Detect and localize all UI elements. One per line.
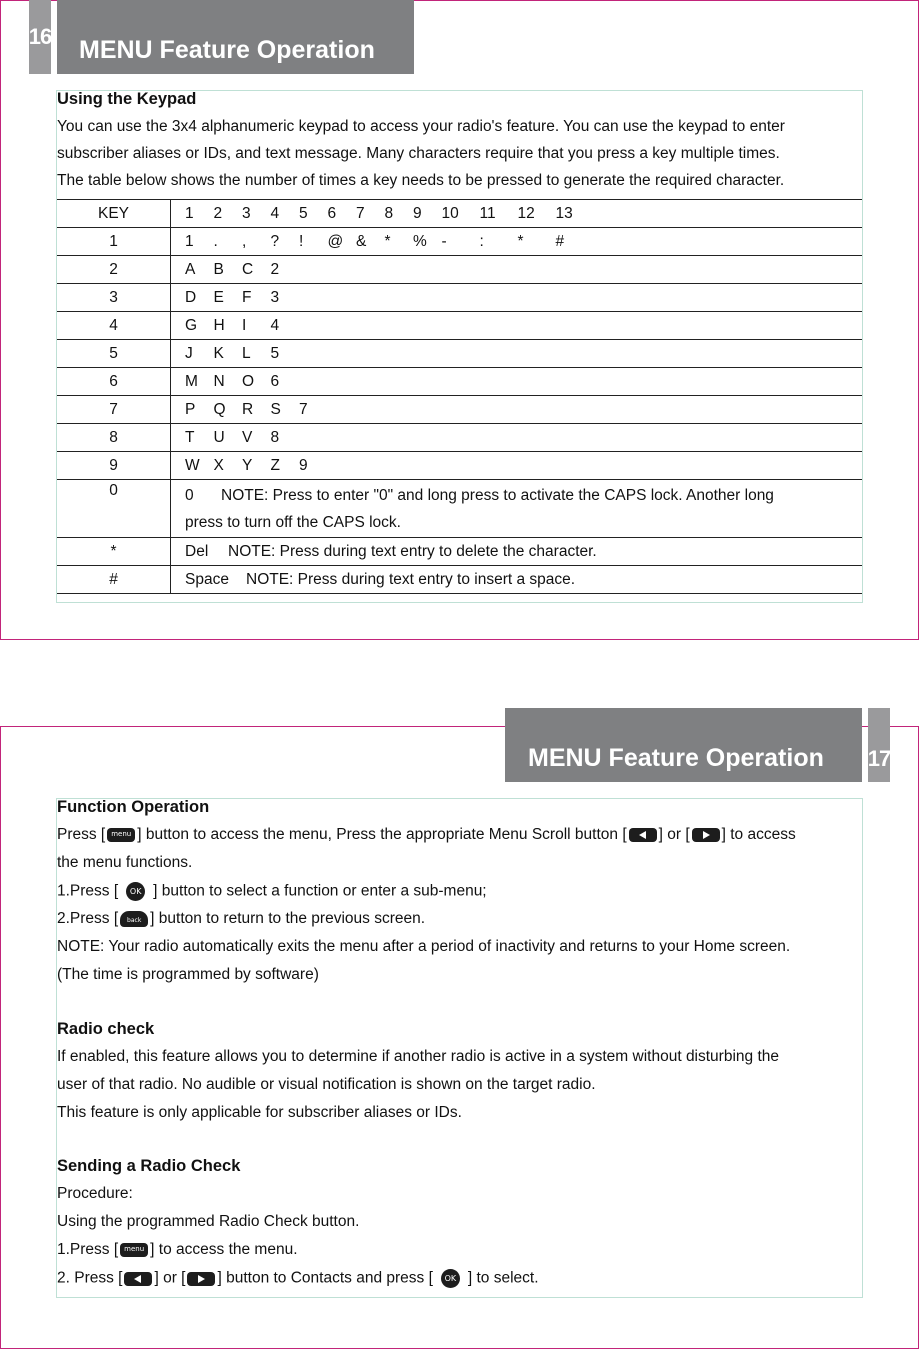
note-line: [185, 482, 862, 509]
menu-button-icon: [120, 1243, 148, 1257]
char: I: [242, 316, 247, 334]
key-cell: #: [57, 566, 171, 594]
press-count: 1: [185, 204, 194, 222]
char: #: [555, 232, 565, 250]
table-row-star: [57, 538, 862, 566]
char: N: [213, 372, 225, 390]
char: 1: [185, 232, 194, 250]
char: 3: [270, 288, 280, 306]
text: ] to select.: [467, 1269, 539, 1287]
table-row: [57, 424, 862, 452]
char: &: [356, 232, 367, 250]
press-count: 11: [479, 204, 496, 222]
function-note: NOTE: Your radio automatically exits the menu after a period of inactivity and returns to your Home screen.: [57, 938, 791, 955]
text: ] to access the menu.: [150, 1241, 298, 1258]
text: ] or [: [658, 826, 690, 843]
radio-check-line: If enabled, this feature allows you to determine if another radio is active in a system without disturbing the: [57, 1048, 779, 1065]
keypad-paragraph-line: The table below shows the number of times a key needs to be pressed to generate the required character.: [57, 172, 785, 189]
key-cell: *: [57, 538, 171, 566]
press-count: 13: [555, 204, 573, 222]
ok-button-icon: [126, 882, 145, 901]
char: !: [299, 232, 304, 250]
text: ] button to select a function or enter a sub-menu;: [153, 882, 487, 900]
chars-cell: [171, 480, 863, 538]
text: ] button to Contacts and press [: [217, 1269, 433, 1287]
page-17-title: MENU Feature Operation: [505, 708, 862, 782]
keypad-paragraph-line: You can use the 3x4 alphanumeric keypad to access your radio's feature. You can use the keypad to enter: [57, 118, 785, 135]
char: S: [270, 400, 281, 418]
char: @: [327, 232, 344, 250]
char: 9: [299, 456, 308, 474]
char: A: [185, 260, 196, 278]
radio-check-heading: Radio check: [57, 1020, 155, 1038]
press-count: 7: [356, 204, 365, 222]
menu-button-icon: [107, 828, 135, 842]
scroll-right-button-icon: [187, 1272, 215, 1286]
table-row: [57, 284, 862, 312]
press-count: 5: [299, 204, 308, 222]
chars-cell: [171, 284, 863, 312]
char: 2: [270, 260, 280, 278]
table-row: [57, 340, 862, 368]
text: Press [: [57, 826, 106, 843]
key-cell: 1: [57, 228, 171, 256]
table-row: [57, 396, 862, 424]
press-count: 6: [327, 204, 337, 222]
function-line-2: the menu functions.: [57, 854, 193, 871]
char: D: [185, 288, 197, 306]
char: C: [242, 260, 254, 278]
text: 2.Press [: [57, 910, 119, 927]
char: L: [242, 344, 251, 362]
chars-cell: [171, 256, 863, 284]
char: Y: [242, 456, 253, 474]
radio-check-line: This feature is only applicable for subscriber aliases or IDs.: [57, 1104, 462, 1121]
page-number-17: 17: [868, 708, 890, 782]
note-text: NOTE: Press during text entry to delete the character.: [228, 542, 597, 560]
chars-cell: [171, 566, 863, 594]
char: H: [213, 316, 225, 334]
char: P: [185, 400, 196, 418]
function-note-2: (The time is programmed by software): [57, 966, 319, 983]
press-count: 4: [270, 204, 280, 222]
scroll-left-button-icon: [629, 828, 657, 842]
char: 6: [270, 372, 280, 390]
press-count-header: [171, 200, 863, 228]
chars-cell: [171, 340, 863, 368]
char: Space: [185, 570, 229, 588]
text: 1.Press [: [57, 1241, 119, 1258]
char: 0: [185, 487, 194, 504]
keypad-paragraph-line: subscriber aliases or IDs, and text message. Many characters require that you press a key multiple times.: [57, 145, 780, 162]
chars-cell: [171, 424, 863, 452]
press-count: 3: [242, 204, 251, 222]
function-step-2: [57, 910, 425, 928]
keypad-table: [57, 199, 862, 594]
table-row: [57, 312, 862, 340]
procedure-label: Procedure:: [57, 1185, 133, 1202]
char: G: [185, 316, 198, 334]
table-row: [57, 256, 862, 284]
back-button-icon: [120, 911, 148, 927]
press-count: 9: [413, 204, 422, 222]
scroll-right-button-icon: [692, 828, 720, 842]
radio-check-line: user of that radio. No audible or visual notification is shown on the target radio.: [57, 1076, 596, 1093]
table-row-zero: [57, 480, 862, 538]
text: 2. Press [: [57, 1269, 123, 1287]
key-cell: 3: [57, 284, 171, 312]
char: 4: [270, 316, 280, 334]
procedure-step-2: [57, 1269, 539, 1288]
char: 8: [270, 428, 280, 446]
char: K: [213, 344, 224, 362]
key-cell: 6: [57, 368, 171, 396]
function-operation-heading: Function Operation: [57, 798, 210, 816]
char: *: [384, 232, 391, 250]
char: T: [185, 428, 195, 446]
chars-cell: [171, 368, 863, 396]
chars-cell: [171, 396, 863, 424]
table-row: [57, 228, 862, 256]
key-cell: 8: [57, 424, 171, 452]
char: ,: [242, 232, 247, 250]
press-count: 10: [441, 204, 459, 222]
char: *: [517, 232, 524, 250]
chars-cell: [171, 538, 863, 566]
scroll-left-button-icon: [124, 1272, 152, 1286]
text: ] to access: [721, 826, 796, 843]
text: 1.Press [: [57, 882, 119, 900]
text: ] button to access the menu, Press the appropriate Menu Scroll button [: [137, 826, 627, 843]
char: 7: [299, 400, 308, 418]
char: 5: [270, 344, 280, 362]
press-count: 2: [213, 204, 223, 222]
char: %: [413, 232, 427, 250]
note-line: press to turn off the CAPS lock.: [185, 514, 401, 531]
function-line-1: [57, 826, 796, 844]
key-cell: 9: [57, 452, 171, 480]
char: X: [213, 456, 224, 474]
note-text: NOTE: Press during text entry to insert a space.: [246, 570, 576, 588]
key-cell: 0: [57, 480, 171, 538]
key-column-header: KEY: [57, 200, 171, 228]
keypad-heading: Using the Keypad: [57, 90, 197, 108]
char: W: [185, 456, 200, 474]
char: Z: [270, 456, 280, 474]
text: ] or [: [154, 1269, 186, 1287]
char: ?: [270, 232, 280, 250]
char: J: [185, 344, 193, 362]
key-cell: 2: [57, 256, 171, 284]
function-step-1: [57, 882, 487, 901]
char: M: [185, 372, 198, 390]
char: O: [242, 372, 255, 390]
text: ] button to return to the previous screen.: [150, 910, 426, 927]
char: U: [213, 428, 225, 446]
page-16-title: MENU Feature Operation: [57, 0, 414, 74]
chars-cell: [171, 312, 863, 340]
char: F: [242, 288, 252, 306]
key-cell: 4: [57, 312, 171, 340]
procedure-intro: Using the programmed Radio Check button.: [57, 1213, 360, 1230]
char: -: [441, 232, 447, 250]
table-header-row: [57, 200, 862, 228]
char: E: [213, 288, 224, 306]
char: :: [479, 232, 484, 250]
ok-button-icon: [441, 1269, 460, 1288]
table-row: [57, 368, 862, 396]
char: Q: [213, 400, 226, 418]
table-row: [57, 452, 862, 480]
press-count: 12: [517, 204, 535, 222]
key-cell: 7: [57, 396, 171, 424]
chars-cell: [171, 228, 863, 256]
table-row-hash: [57, 566, 862, 594]
char: .: [213, 232, 218, 250]
char: Del: [185, 542, 209, 560]
chars-cell: [171, 452, 863, 480]
char: B: [213, 260, 224, 278]
char: R: [242, 400, 254, 418]
page-number-16: 16: [29, 0, 51, 74]
char: V: [242, 428, 253, 446]
procedure-step-1: [57, 1241, 298, 1259]
press-count: 8: [384, 204, 394, 222]
key-cell: 5: [57, 340, 171, 368]
sending-radio-check-heading: Sending a Radio Check: [57, 1157, 241, 1175]
note-text: NOTE: Press to enter "0" and long press to activate the CAPS lock. Another long: [221, 487, 774, 504]
